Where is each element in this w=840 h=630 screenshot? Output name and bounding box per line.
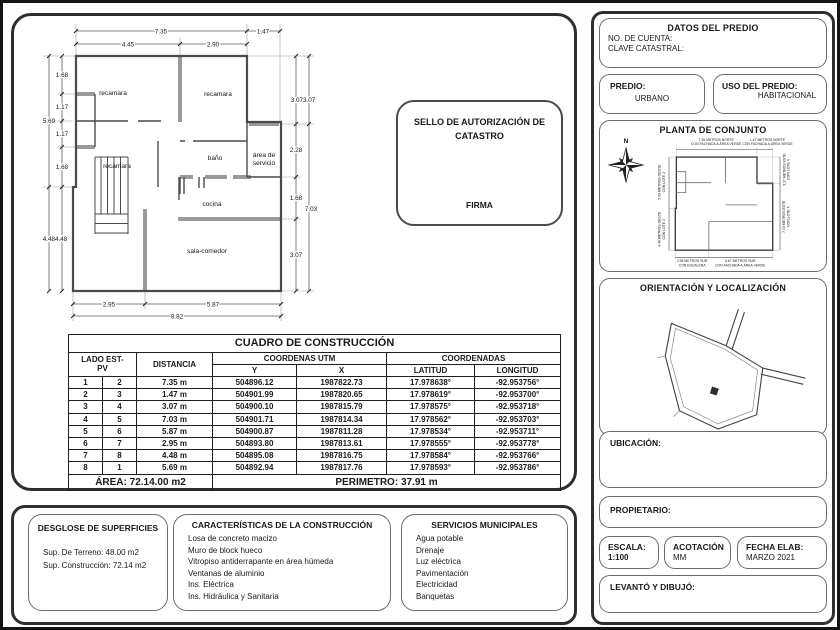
svg-text:7.35: 7.35: [154, 28, 168, 36]
levanto-label: LEVANTÓ Y DIBUJÓ:: [610, 582, 696, 592]
plan-room-labels: [99, 90, 275, 255]
escala-label: ESCALA:: [608, 542, 646, 552]
servicios-title: SERVICIOS MUNICIPALES: [431, 520, 538, 530]
acotacion-value: MM: [673, 553, 687, 562]
wall-door-gap: [227, 175, 233, 180]
svg-text:CON FACHADA A ÁREA VERDE: CON FACHADA A ÁREA VERDE: [690, 141, 742, 146]
clave-catastral-label: CLAVE CATASTRAL:: [608, 44, 685, 53]
svg-text:5.87 METROS SUR: 5.87 METROS SUR: [724, 259, 756, 264]
svg-text:4.48 METROS OESTE: 4.48 METROS OESTE: [657, 211, 662, 247]
planta-conjunto-box: [599, 120, 827, 272]
col-lado: LADO EST- PV: [69, 352, 137, 376]
list-item: Sup. De Terreno: 48.00 m2: [43, 548, 139, 557]
list-item: Agua potable: [416, 534, 464, 543]
col-group-utm: COORDENAS UTM: [213, 352, 387, 364]
uso-predio-box: [713, 74, 827, 114]
list-item: Banquetas: [416, 591, 455, 601]
svg-text:baño: baño: [207, 155, 223, 162]
list-item: Muro de block hueco: [188, 545, 263, 555]
desglose-title: DESGLOSE DE SUPERFICIES: [37, 523, 159, 533]
table-title: CUADRO DE CONSTRUCCIÓN: [69, 335, 561, 353]
svg-text:3.07 METROS ESTE: 3.07 METROS ESTE: [782, 153, 787, 186]
caracteristicas-list: [174, 533, 390, 603]
list-item: Drenaje: [416, 545, 445, 555]
predio-value: URBANO: [634, 94, 670, 103]
escala-value: 1:100: [608, 553, 629, 562]
svg-text:recamara: recamara: [103, 163, 131, 170]
desglose-list: [29, 547, 167, 573]
ubicacion-box: [599, 431, 827, 488]
uso-predio-label: USO DEL PREDIO:: [722, 81, 798, 91]
svg-text:5.69: 5.69: [42, 118, 56, 125]
construction-table-wrap: [68, 334, 560, 491]
col-group-coordenadas: COORDENADAS: [387, 352, 561, 364]
svg-text:área de: área de: [252, 152, 276, 159]
fecha-elab-label: FECHA ELAB:: [746, 542, 804, 552]
list-item: Ins. Hidráulica y Sanitaria: [188, 591, 279, 601]
list-item: Luz eléctrica: [416, 557, 461, 567]
list-item: Vitropiso antiderrapante en área húmeda: [188, 557, 334, 567]
svg-text:2.95: 2.95: [102, 301, 116, 309]
svg-text:5.69 METROS OESTE: 5.69 METROS OESTE: [657, 164, 662, 200]
svg-text:2.95 METROS SUR: 2.95 METROS SUR: [676, 259, 708, 264]
table-row: 3 4 3.07 m 504900.10 1987815.79 17.978575° -92.953718°: [69, 401, 561, 413]
svg-text:cocina: cocina: [202, 201, 222, 208]
svg-text:3.07: 3.07: [289, 252, 303, 259]
predio-label: PREDIO:: [610, 81, 646, 91]
svg-text:CON LOTE 2: CON LOTE 2: [661, 171, 666, 193]
svg-text:3.073.07: 3.073.07: [290, 97, 316, 104]
site-plan-drawing: [646, 135, 824, 267]
svg-text:recamara: recamara: [99, 90, 127, 97]
col-y: Y: [213, 364, 297, 376]
svg-text:2.28: 2.28: [289, 147, 303, 154]
svg-text:1.47 METROS NORTE: 1.47 METROS NORTE: [749, 137, 786, 142]
svg-text:CON LOTE 4: CON LOTE 4: [786, 159, 791, 180]
firma-label: FIRMA: [466, 200, 493, 210]
svg-text:recamara: recamara: [204, 91, 232, 98]
location-marker: [710, 387, 719, 396]
sello-title: SELLO DE AUTORIZACIÓN DE CATASTRO: [413, 117, 545, 141]
svg-text:CON LOTE 2: CON LOTE 2: [661, 219, 666, 240]
compass-rose-icon: [606, 135, 646, 187]
table-row: 6 7 2.95 m 504893.80 1987813.61 17.978555° -92.953778°: [69, 437, 561, 449]
svg-text:8.82: 8.82: [170, 313, 184, 321]
svg-text:CON FACHADA A ÁREA VERDE: CON FACHADA A ÁREA VERDE: [742, 141, 793, 146]
list-item: Electricidad: [416, 580, 458, 590]
list-item: Ins. Eléctrica: [188, 580, 234, 590]
svg-text:servicio: servicio: [252, 160, 276, 167]
acotacion-box: [664, 536, 731, 569]
floor-plan-drawing: [33, 16, 385, 332]
perimetro-total: PERIMETRO: 37.91 m: [213, 474, 561, 491]
list-item: Ventanas de aluminio: [188, 568, 265, 578]
svg-text:1.17: 1.17: [55, 131, 69, 138]
svg-text:1.17: 1.17: [55, 104, 69, 111]
planta-title: PLANTA DE CONJUNTO: [659, 125, 767, 135]
propietario-box: [599, 496, 827, 528]
col-longitud: LONGITUD: [475, 364, 561, 376]
caracteristicas-title: CARACTERÍSTICAS DE LA CONSTRUCCIÓN: [191, 520, 373, 530]
svg-text:1.68: 1.68: [55, 72, 69, 79]
acotacion-label: ACOTACIÓN: [673, 542, 724, 552]
sello-autorizacion-box: [396, 100, 563, 226]
svg-text:1.68: 1.68: [289, 195, 303, 202]
list-item: Losa de concreto macizo: [188, 534, 277, 543]
bottom-info-panel: [11, 505, 577, 625]
location-map-drawing: [612, 297, 816, 431]
svg-text:7.03 METROS ESTE: 7.03 METROS ESTE: [782, 200, 787, 233]
area-total: ÁREA: 72.14.00 m2: [69, 474, 213, 491]
main-plan-panel: [11, 13, 577, 491]
col-x: X: [297, 364, 387, 376]
svg-text:CON FACHADA A ÁREA VERDE: CON FACHADA A ÁREA VERDE: [715, 263, 766, 267]
fecha-elab-box: [737, 536, 827, 569]
col-latitud: LATITUD: [387, 364, 475, 376]
svg-text:CON LOTE 4: CON LOTE 4: [786, 206, 791, 227]
fecha-elab-value: MARZO 2021: [746, 553, 795, 562]
table-row: 5 6 5.87 m 504900.87 1987811.28 17.978534° -92.953711°: [69, 425, 561, 437]
datos-predio-box: [599, 18, 827, 68]
predio-box: [599, 74, 705, 114]
table-row: 7 8 4.48 m 504895.08 1987816.75 17.978584° -92.953766°: [69, 450, 561, 462]
svg-text:4.45: 4.45: [121, 41, 135, 49]
propietario-label: PROPIETARIO:: [610, 505, 671, 515]
caracteristicas-box: [173, 514, 391, 611]
right-panel: [591, 11, 835, 625]
svg-text:7.03: 7.03: [304, 206, 318, 213]
datos-title: DATOS DEL PREDIO: [667, 23, 759, 33]
table-row: 4 5 7.03 m 504901.71 1987814.34 17.978562° -92.953703°: [69, 413, 561, 425]
no-cuenta-label: NO. DE CUENTA:: [608, 34, 673, 43]
escala-box: [599, 536, 659, 569]
table-row: 2 3 1.47 m 504901.99 1987820.65 17.978619° -92.953700°: [69, 389, 561, 401]
col-distancia: DISTANCIA: [137, 352, 213, 376]
orientacion-box: [599, 278, 827, 436]
table-row: 8 1 5.69 m 504892.94 1987817.76 17.978593° -92.953786°: [69, 462, 561, 474]
ubicacion-label: UBICACIÓN:: [610, 438, 661, 448]
desglose-box: [28, 514, 168, 611]
list-item: Pavimentación: [416, 568, 469, 578]
servicios-box: [401, 514, 568, 611]
svg-text:4.484.48: 4.484.48: [42, 236, 68, 243]
svg-text:CON ESCALERA: CON ESCALERA: [678, 263, 706, 267]
uso-predio-value: HABITACIONAL: [757, 91, 816, 100]
svg-text:2.90: 2.90: [206, 41, 220, 49]
table-row: 1 2 7.35 m 504896.12 1987822.73 17.978638° -92.953756°: [69, 377, 561, 389]
svg-text:7.35 METROS NORTE: 7.35 METROS NORTE: [698, 137, 734, 142]
orientacion-title: ORIENTACIÓN Y LOCALIZACIÓN: [639, 283, 787, 293]
list-item: Sup. Construcción: 72.14 m2: [43, 560, 147, 570]
svg-text:1.68: 1.68: [55, 164, 69, 171]
svg-text:N: N: [623, 138, 629, 145]
svg-text:sala-comedor: sala-comedor: [187, 248, 227, 255]
svg-text:1.47: 1.47: [256, 28, 270, 36]
construction-table: [68, 334, 561, 491]
svg-text:5.87: 5.87: [206, 301, 220, 309]
levanto-box: [599, 575, 827, 613]
servicios-list: [402, 533, 567, 603]
